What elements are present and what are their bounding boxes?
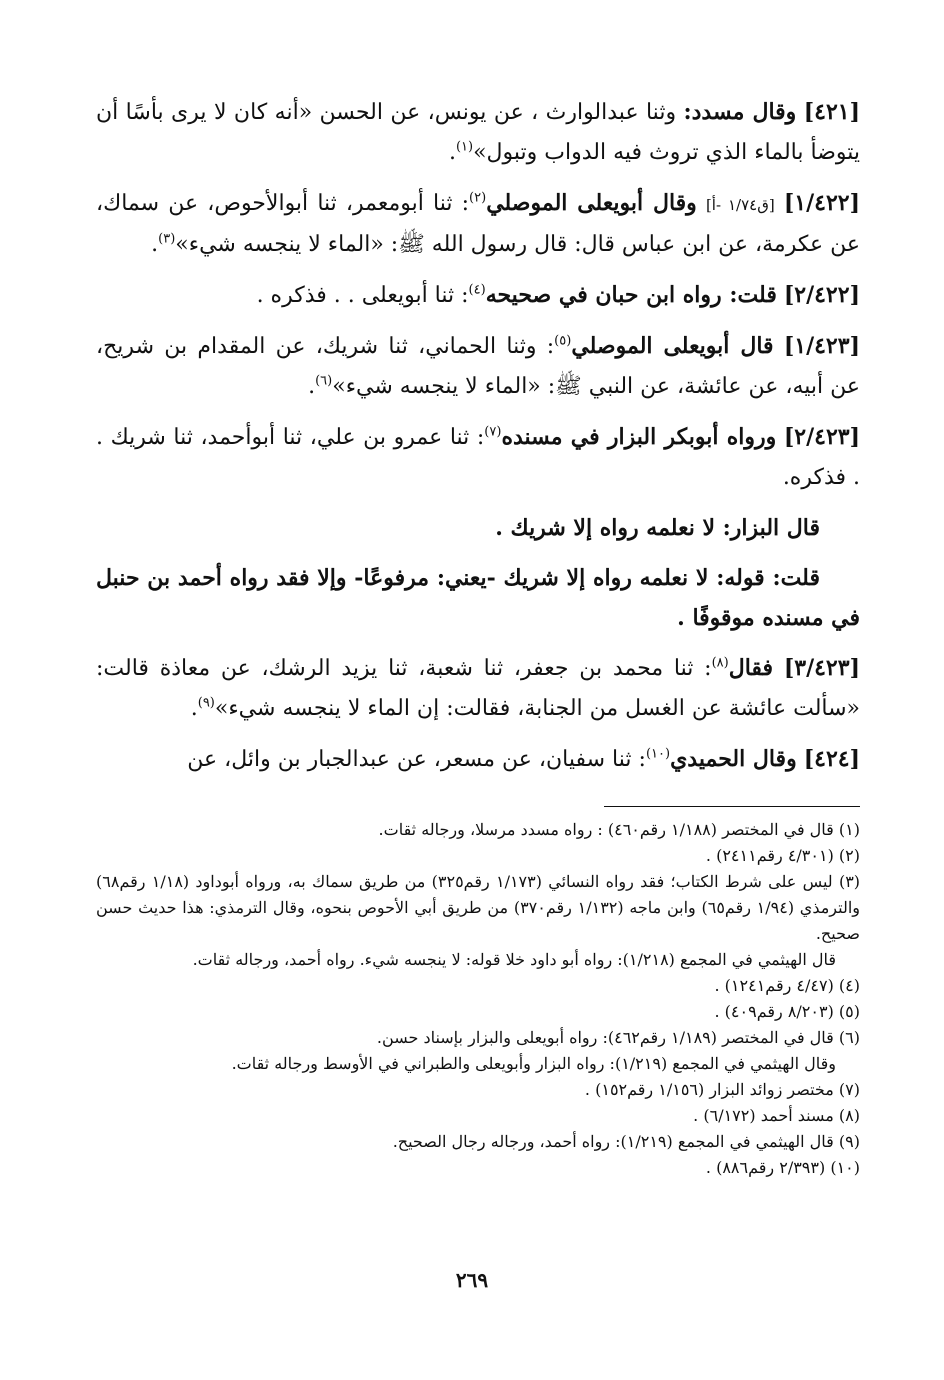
hadith-number: [١/٤٢٢] — [783, 190, 861, 216]
hadith-text: : ثنا سفيان، عن مسعر، عن عبدالجبار بن وائل، عن — [187, 747, 646, 772]
hadith-lead: وقال مسدد: — [683, 99, 797, 125]
footnote-9: (٩) قال الهيثمي في المجمع (١/٢١٩): رواه أحمد، ورجاله رجال الصحيح. — [392, 1132, 860, 1151]
footnote-ref[interactable]: (٥) — [554, 333, 572, 349]
hadith-lead: قال أبويعلى الموصلي — [571, 333, 774, 359]
bazzar-comment — [96, 508, 860, 548]
footnote-1: (١) قال في المختصر (١/١٨٨ رقم٤٦٠) : رواه مسدد مرسلا، ورجاله ثقات. — [378, 820, 860, 839]
hadith-number: [١/٤٢٣] — [783, 333, 860, 359]
footnote-10: (١٠) (٢/٣٩٣ رقم٨٨٦) . — [705, 1158, 860, 1177]
footnote-ref[interactable]: (٢) — [469, 190, 487, 206]
footnote-divider — [604, 806, 860, 807]
hadith-421 — [96, 92, 860, 173]
footnote-3-continued: قال الهيثمي في المجمع (١/٢١٨): رواه أبو داود خلا قوله: لا ينجسه شيء. رواه أحمد، ورجاله ثقات. — [192, 950, 836, 969]
footnote-ref[interactable]: (٨) — [711, 655, 729, 671]
footnote-ref[interactable]: (١) — [455, 139, 474, 155]
hadith-lead: قلت: رواه ابن حبان في صحيحه — [485, 282, 777, 308]
footnote-ref[interactable]: (٩) — [197, 695, 215, 711]
page-number: ٢٦٩ — [455, 1268, 489, 1292]
footnote-ref[interactable]: (١٠) — [645, 746, 671, 762]
author-comment — [96, 558, 860, 638]
hadith-lead: فقال — [728, 655, 774, 681]
hadith-tail: . — [308, 374, 316, 399]
footnote-7: (٧) مختصر زوائد البزار (١/١٥٦ رقم١٥٢) . — [584, 1080, 860, 1099]
hadith-number: [٣/٤٢٣] — [783, 655, 860, 681]
hadith-lead: ورواه أبوبكر البزار في مسنده — [501, 424, 777, 450]
hadith-number: [٢/٤٢٣] — [783, 424, 861, 450]
hadith-tail: . — [190, 696, 198, 721]
hadith-423-1 — [96, 326, 860, 407]
hadith-422-1 — [96, 183, 860, 265]
hadith-number: [٢/٤٢٢] — [783, 282, 860, 308]
comment-text: قال البزار: لا نعلمه رواه إلا شريك . — [495, 515, 820, 541]
hadith-text: : ثنا أبومعمر، ثنا أبوالأحوص، عن سماك، عن عكرمة، عن ابن عباس قال: قال رسول الله ﷺ: «الماء لا ينجسه شيء» — [96, 191, 860, 257]
footnote-ref[interactable]: (٤) — [468, 282, 486, 298]
footnote-5: (٥) (٨/٢٠٣ رقم٤٠٩) . — [714, 1002, 860, 1021]
footnote-ref[interactable]: (٣) — [158, 231, 176, 247]
hadith-number: [٤٢١] — [803, 99, 861, 125]
footnotes — [96, 817, 860, 1181]
hadith-lead: وقال الحميدي — [670, 746, 797, 772]
footnote-6: (٦) قال في المختصر (١/١٨٩ رقم٤٦٢): رواه أبويعلى والبزار بإسناد حسن. — [376, 1028, 860, 1047]
hadith-text: : ثنا محمد بن جعفر، ثنا شعبة، ثنا يزيد الرشك، عن معاذة قالت: «سألت عائشة عن الغسل من الجنابة، فقالت: إن الماء لا ينجسه شيء» — [96, 656, 860, 721]
footnote-2: (٢) (٤/٣٠١ رقم٢٤١١) . — [705, 846, 860, 865]
hadith-tail: . — [151, 232, 159, 257]
hadith-lead: وقال أبويعلى الموصلي — [486, 190, 697, 216]
hadith-422-2 — [96, 275, 860, 316]
footnote-8: (٨) مسند أحمد (٦/١٧٢) . — [693, 1106, 860, 1125]
manuscript-ref: [ق١/٧٤ -أ] — [705, 196, 775, 214]
comment-text: قلت: قوله: لا نعلمه رواه إلا شريك -يعني: مرفوعًا- وإلا فقد رواه أحمد بن حنبل في مسنده موقوفًا . — [96, 565, 860, 631]
hadith-number: [٤٢٤] — [803, 746, 860, 772]
footnote-ref[interactable]: (٦) — [315, 373, 333, 389]
hadith-423-2 — [96, 417, 860, 498]
hadith-423-3 — [96, 648, 860, 729]
hadith-text: : ثنا أبويعلى . . فذكره . — [256, 283, 469, 308]
footnote-ref[interactable]: (٧) — [484, 424, 502, 440]
hadith-text: : ثنا عمرو بن علي، ثنا أبوأحمد، ثنا شريك . . فذكره. — [96, 425, 860, 490]
hadith-tail: . — [448, 140, 456, 165]
footnote-3: (٣) ليس على شرط الكتاب؛ فقد رواه النسائي (١/١٧٣ رقم٣٢٥) من طريق سماك به، ورواه أبوداود (١/١٨ رقم٦٨) والترمذي (١/٩٤ رقم٦٥) وابن ماجه (١/١٣٢ رقم٣٧٠) من طريق أبي الأحوص بنحوه، وقال الترمذي: هذا حديث حسن صحيح. — [96, 872, 861, 943]
hadith-424 — [96, 739, 860, 780]
hadith-text: : وثنا الحماني، ثنا شريك، عن المقدام بن شريح، عن أبيه، عن عائشة، عن النبي ﷺ: «الماء لا ينجسه شيء» — [96, 334, 860, 399]
footnote-6-continued: وقال الهيثمي في المجمع (١/٢١٩): رواه البزار وأبويعلى والطبراني في الأوسط ورجاله ثقات. — [231, 1054, 836, 1073]
footnote-4: (٤) (٤/٤٧ رقم١٢٤١) . — [714, 976, 860, 995]
hadith-text: وثنا عبدالوارث ، عن يونس، عن الحسن «أنه كان لا يرى بأسًا أن يتوضأ بالماء الذي تروث فيه الدواب وتبول» — [96, 100, 860, 165]
